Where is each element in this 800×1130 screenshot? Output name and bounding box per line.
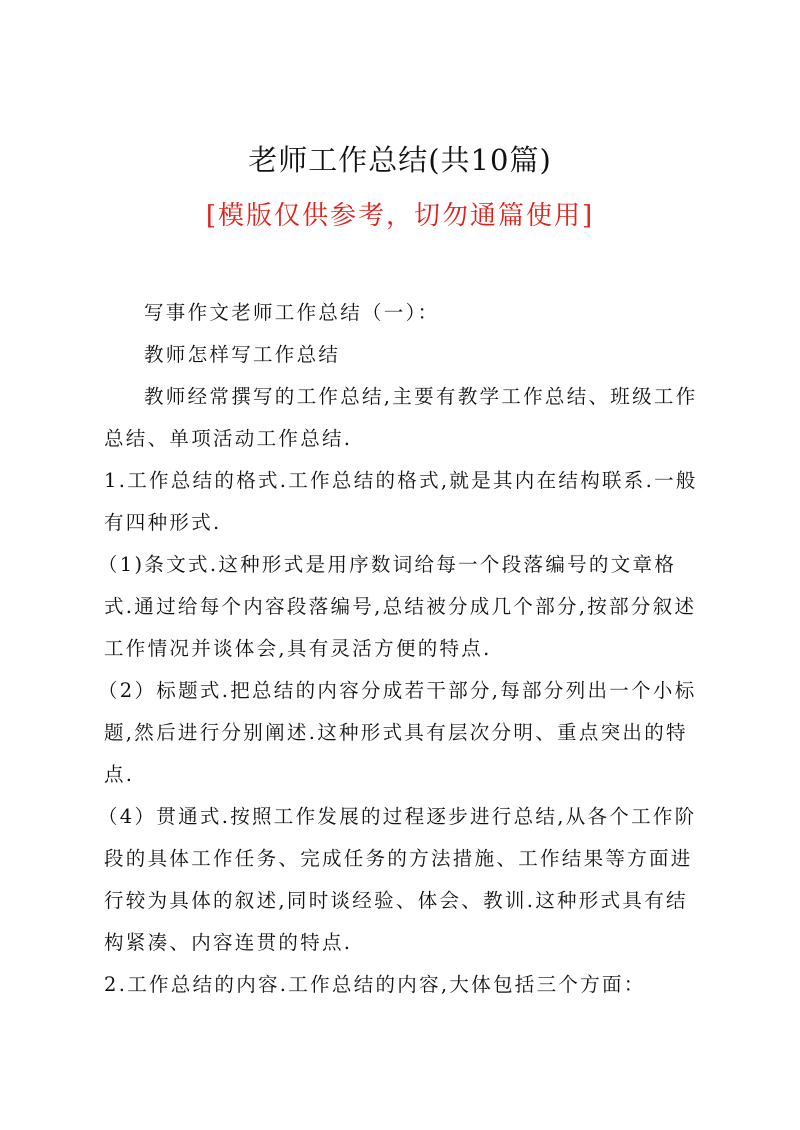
paragraph-format: 1.工作总结的格式.工作总结的格式,就是其内在结构联系.一般有四种形式. — [104, 469, 698, 534]
paragraph-intro: 教师经常撰写的工作总结,主要有教学工作总结、班级工作总结、单项活动工作总结. — [104, 385, 698, 450]
document-body — [98, 292, 704, 1006]
document-subtitle: [模版仅供参考，切勿通篇使用] — [205, 201, 595, 231]
paragraph-section-heading: 写事作文老师工作总结（一）： — [144, 301, 440, 324]
paragraph-subheading: 教师怎样写工作总结 — [144, 343, 341, 366]
paragraph-item-1: （1)条文式.这种形式是用序数词给每一个段落编号的文章格式.通过给每个内容段落编号,总结被分成几个部分,按部分叙述工作情况并谈体会,具有灵活方便的特点. — [98, 553, 697, 660]
paragraph-content: 2.工作总结的内容.工作总结的内容,大体包括三个方面： — [104, 973, 646, 996]
document-title: 老师工作总结(共10篇) — [248, 143, 552, 177]
paragraph-item-4: （4）贯通式.按照工作发展的过程逐步进行总结,从各个工作阶段的具体工作任务、完成任务的方法措施、工作结果等方面进行较为具体的叙述,同时谈经验、体会、教训.这种形式具有结构紧凑、内容连贯的特点. — [98, 805, 697, 954]
paragraph-item-2: （2）标题式.把总结的内容分成若干部分,每部分列出一个小标题,然后进行分别阐述.这种形式具有层次分明、重点突出的特点. — [98, 679, 697, 786]
